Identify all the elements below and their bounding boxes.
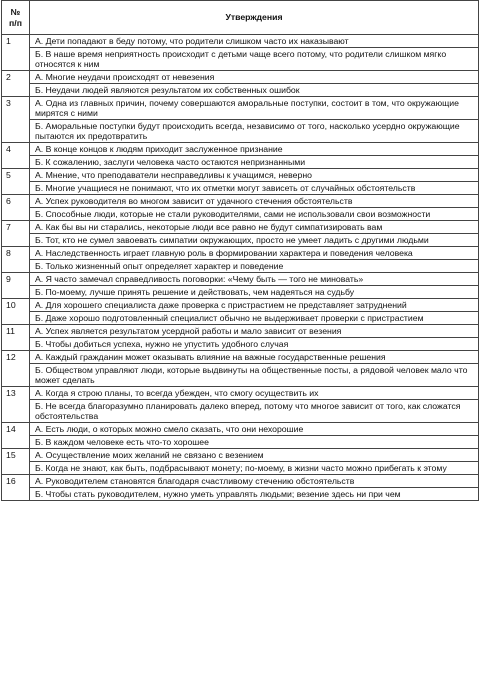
statement-b: Б. По-моему, лучше принять решение и действовать, чем надеяться на судьбу bbox=[30, 286, 479, 299]
row-number: 15 bbox=[2, 449, 30, 475]
statement-b: Б. Неудачи людей являются результатом их собственных ошибок bbox=[30, 84, 479, 97]
table-row bbox=[2, 35, 479, 48]
row-number: 8 bbox=[2, 247, 30, 273]
table-row bbox=[2, 449, 479, 462]
table-row bbox=[2, 247, 479, 260]
table-row bbox=[2, 364, 479, 387]
statements-table bbox=[1, 0, 479, 501]
statement-b: Б. В каждом человеке есть что-то хорошее bbox=[30, 436, 479, 449]
table-row bbox=[2, 260, 479, 273]
statement-a: А. Когда я строю планы, то всегда убежден, что смогу осуществить их bbox=[30, 387, 479, 400]
statement-b: Б. Не всегда благоразумно планировать далеко вперед, потому что многое зависит от того, как сложатся обстоятельства bbox=[30, 400, 479, 423]
statement-a: А. Руководителем становятся благодаря счастливому стечению обстоятельств bbox=[30, 475, 479, 488]
statement-a: А. Как бы вы ни старались, некоторые люди все равно не будут симпатизировать вам bbox=[30, 221, 479, 234]
row-number: 7 bbox=[2, 221, 30, 247]
row-number: 11 bbox=[2, 325, 30, 351]
row-number: 3 bbox=[2, 97, 30, 143]
table-body bbox=[2, 35, 479, 501]
table-row bbox=[2, 299, 479, 312]
table-row bbox=[2, 423, 479, 436]
table-row bbox=[2, 351, 479, 364]
table-row bbox=[2, 71, 479, 84]
number-header-line2: п/п bbox=[9, 17, 22, 28]
table-row bbox=[2, 143, 479, 156]
number-header-line1: № bbox=[10, 6, 21, 17]
statement-a: А. Успех руководителя во многом зависит от удачного стечения обстоятельств bbox=[30, 195, 479, 208]
statement-a: А. Наследственность играет главную роль в формировании характера и поведения человека bbox=[30, 247, 479, 260]
table-row bbox=[2, 325, 479, 338]
statement-b: Б. Даже хорошо подготовленный специалист обычно не выдерживает проверки с пристрастием bbox=[30, 312, 479, 325]
table-row bbox=[2, 338, 479, 351]
row-number: 9 bbox=[2, 273, 30, 299]
table-row bbox=[2, 312, 479, 325]
statement-b: Б. К сожалению, заслуги человека часто остаются непризнанными bbox=[30, 156, 479, 169]
table-row bbox=[2, 475, 479, 488]
table-row bbox=[2, 234, 479, 247]
statement-a: А. Успех является результатом усердной работы и мало зависит от везения bbox=[30, 325, 479, 338]
statement-b: Б. Только жизненный опыт определяет характер и поведение bbox=[30, 260, 479, 273]
statement-a: А. Многие неудачи происходят от невезения bbox=[30, 71, 479, 84]
table-row bbox=[2, 400, 479, 423]
table-row bbox=[2, 273, 479, 286]
header-row bbox=[2, 1, 479, 35]
table-row bbox=[2, 169, 479, 182]
statement-a: А. Осуществление моих желаний не связано с везением bbox=[30, 449, 479, 462]
statement-b: Б. Способные люди, которые не стали руководителями, сами не использовали свои возможности bbox=[30, 208, 479, 221]
statement-a: А. Каждый гражданин может оказывать влияние на важные государственные решения bbox=[30, 351, 479, 364]
statement-b: Б. Многие учащиеся не понимают, что их отметки могут зависеть от случайных обстоятельств bbox=[30, 182, 479, 195]
table-row bbox=[2, 84, 479, 97]
statement-a: А. Есть люди, о которых можно смело сказать, что они нехорошие bbox=[30, 423, 479, 436]
table-row bbox=[2, 120, 479, 143]
table-row bbox=[2, 182, 479, 195]
statement-b: Б. Чтобы стать руководителем, нужно уметь управлять людьми; везение здесь ни при чем bbox=[30, 488, 479, 501]
table-row bbox=[2, 488, 479, 501]
table-row bbox=[2, 462, 479, 475]
table-row bbox=[2, 195, 479, 208]
statement-b: Б. Тот, кто не сумел завоевать симпатии окружающих, просто не умеет ладить с другими людьми bbox=[30, 234, 479, 247]
statement-a: А. Дети попадают в беду потому, что родители слишком часто их наказывают bbox=[30, 35, 479, 48]
row-number: 12 bbox=[2, 351, 30, 387]
statement-b: Б. Аморальные поступки будут происходить всегда, независимо от того, насколько усердно окружающие пытаются их предотвратить bbox=[30, 120, 479, 143]
table-row bbox=[2, 436, 479, 449]
statement-b: Б. Чтобы добиться успеха, нужно не упустить удобного случая bbox=[30, 338, 479, 351]
row-number: 6 bbox=[2, 195, 30, 221]
number-column-header bbox=[2, 1, 30, 35]
statements-column-header: Утверждения bbox=[30, 1, 479, 35]
row-number: 2 bbox=[2, 71, 30, 97]
row-number: 4 bbox=[2, 143, 30, 169]
table-row bbox=[2, 221, 479, 234]
row-number: 10 bbox=[2, 299, 30, 325]
table-row bbox=[2, 387, 479, 400]
statement-b: Б. Обществом управляют люди, которые выдвинуты на общественные посты, а рядовой человек мало что может сделать bbox=[30, 364, 479, 387]
statement-a: А. Одна из главных причин, почему совершаются аморальные поступки, состоит в том, что окружающие мирятся с ними bbox=[30, 97, 479, 120]
statement-b: Б. В наше время неприятность происходит с детьми чаще всего потому, что родители слишком мягко относятся к ним bbox=[30, 48, 479, 71]
statement-a: А. В конце концов к людям приходит заслуженное признание bbox=[30, 143, 479, 156]
row-number: 14 bbox=[2, 423, 30, 449]
row-number: 16 bbox=[2, 475, 30, 501]
table-row bbox=[2, 208, 479, 221]
table-row bbox=[2, 286, 479, 299]
statement-a: А. Я часто замечал справедливость поговорки: «Чему быть — того не миновать» bbox=[30, 273, 479, 286]
row-number: 5 bbox=[2, 169, 30, 195]
statement-a: А. Для хорошего специалиста даже проверка с пристрастием не представляет затруднений bbox=[30, 299, 479, 312]
row-number: 1 bbox=[2, 35, 30, 71]
row-number: 13 bbox=[2, 387, 30, 423]
table-row bbox=[2, 156, 479, 169]
table-row bbox=[2, 48, 479, 71]
statement-b: Б. Когда не знают, как быть, подбрасывают монету; по-моему, в жизни часто можно прибегать к этому bbox=[30, 462, 479, 475]
statement-a: А. Мнение, что преподаватели несправедливы к учащимся, неверно bbox=[30, 169, 479, 182]
table-row bbox=[2, 97, 479, 120]
